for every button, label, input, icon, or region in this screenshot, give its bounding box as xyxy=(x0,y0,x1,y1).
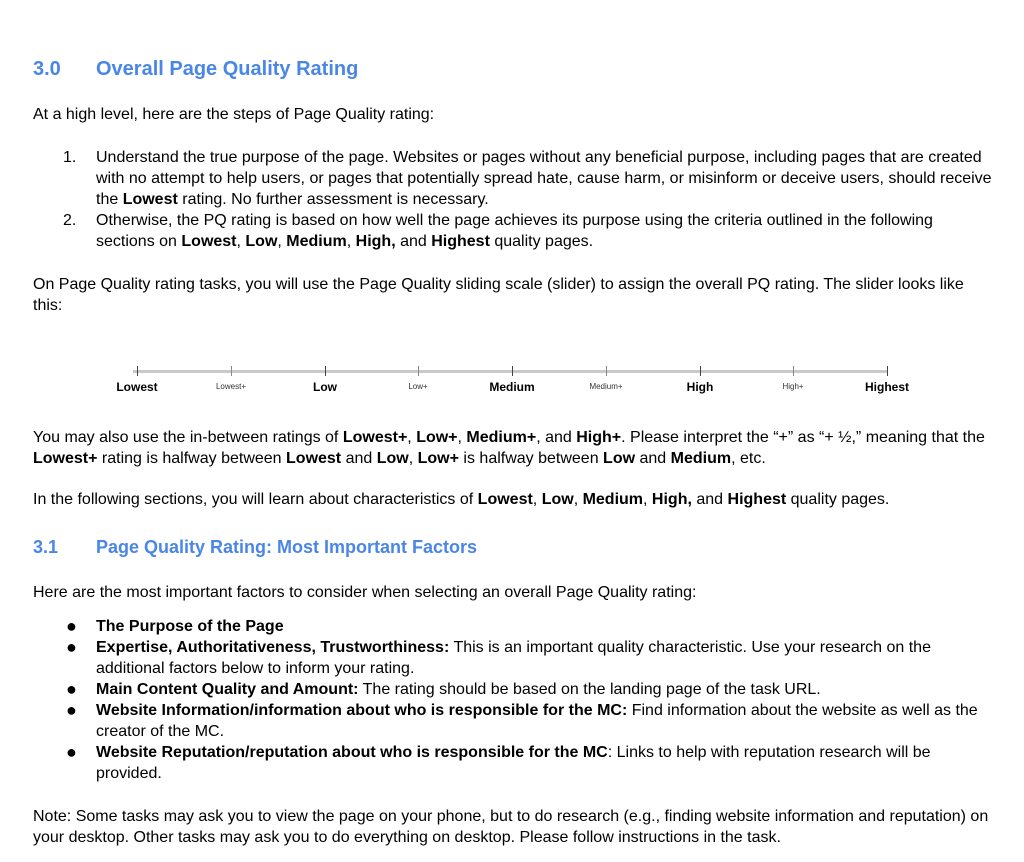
slider-tick xyxy=(887,366,888,376)
bold-text: Low+ xyxy=(417,450,459,467)
factors-intro-paragraph: Here are the most important factors to consider when selecting an overall Page Quality rating: xyxy=(33,584,697,601)
factor-item xyxy=(33,679,993,700)
bold-text: Low xyxy=(541,491,574,508)
text-run: , xyxy=(346,233,356,250)
text-run: , etc. xyxy=(731,450,766,467)
slider-label: Low+ xyxy=(408,382,428,391)
factor-title: Website Information/information about who is responsible for the MC: xyxy=(96,702,628,719)
text-run: , xyxy=(236,233,246,250)
slider-tick xyxy=(700,366,701,376)
bold-text: Highest xyxy=(727,491,787,508)
slider-label: Medium xyxy=(489,380,535,394)
step-number: 1. xyxy=(63,149,77,166)
following-paragraph xyxy=(33,489,993,510)
bold-text: Highest xyxy=(431,233,490,250)
text-run: and xyxy=(691,491,728,508)
factor-item xyxy=(33,742,993,784)
factor-item xyxy=(33,616,993,637)
factor-description: This is an important quality characteristic. Use your research on the additional factors below to inform your rating. xyxy=(96,639,931,677)
slider-tick xyxy=(512,366,513,376)
factor-description: The rating should be based on the landing page of the task URL. xyxy=(358,681,821,698)
factor-title: Expertise, Authoritativeness, Trustworthiness: xyxy=(96,639,450,656)
text-run: , xyxy=(277,233,287,250)
text-run: Understand the true purpose of the page. Websites or pages without any beneficial purpose, including pages that are created with no attempt to help users, or pages that potentially spread hate, cause harm, or misinform or deceive users, should receive the xyxy=(96,149,992,208)
text-run: and xyxy=(395,233,432,250)
bold-text: Lowest xyxy=(181,233,237,250)
bold-text: Lowest xyxy=(477,491,533,508)
step-item xyxy=(33,147,993,210)
text-run: is halfway between xyxy=(458,450,604,467)
bold-text: Lowest+ xyxy=(342,429,408,446)
subsection-number: 3.1 xyxy=(33,537,59,557)
text-run: , xyxy=(643,491,652,508)
factor-title: Website Reputation/reputation about who is responsible for the MC xyxy=(96,744,608,761)
section-title: Overall Page Quality Rating xyxy=(96,58,359,80)
bold-text: Medium+ xyxy=(466,429,537,446)
steps-list xyxy=(33,147,993,252)
factor-item xyxy=(33,637,993,679)
section-number: 3.0 xyxy=(33,58,61,80)
slider-tick xyxy=(325,366,326,376)
intro-paragraph: At a high level, here are the steps of Page Quality rating: xyxy=(33,106,435,123)
bold-text: High, xyxy=(651,491,692,508)
text-run: , and xyxy=(536,429,577,446)
factor-item xyxy=(33,700,993,742)
text-run: , xyxy=(457,429,467,446)
text-run: rating is halfway between xyxy=(97,450,287,467)
bullet-icon: ● xyxy=(66,637,77,657)
bullet-icon: ● xyxy=(66,700,77,720)
slider-tick xyxy=(137,366,138,376)
text-run: quality pages. xyxy=(786,491,890,508)
slider-tick xyxy=(793,366,794,376)
bullet-icon: ● xyxy=(66,742,77,762)
bold-text: Low xyxy=(603,450,636,467)
factor-description: Find information about the website as well as the creator of the MC. xyxy=(96,702,978,740)
slider-tick xyxy=(231,366,232,376)
factor-description: : Links to help with reputation research will be provided. xyxy=(96,744,931,782)
slider-track xyxy=(133,370,887,373)
text-run: quality pages. xyxy=(489,233,594,250)
text-run: You may also use the in-between ratings of xyxy=(33,429,343,446)
text-run: , xyxy=(407,429,417,446)
text-run: . Please interpret the “+” as “+ ½,” meaning that the xyxy=(621,429,985,446)
step-item xyxy=(33,210,993,252)
text-run: , xyxy=(573,491,583,508)
step-number: 2. xyxy=(63,212,77,229)
text-run: , xyxy=(408,450,418,467)
text-run: and xyxy=(635,450,671,467)
page-quality-slider xyxy=(0,360,1024,400)
slider-label: Low xyxy=(313,380,337,394)
slider-label: Lowest xyxy=(116,380,158,394)
in-between-paragraph xyxy=(33,427,993,469)
subsection-title: Page Quality Rating: Most Important Factors xyxy=(96,537,478,557)
bold-text: Low xyxy=(376,450,409,467)
factor-title: The Purpose of the Page xyxy=(96,618,284,635)
slider-label: Lowest+ xyxy=(215,382,247,391)
text-run: rating. No further assessment is necessary. xyxy=(177,191,489,208)
slider-label: Highest xyxy=(864,380,910,394)
bold-text: Lowest xyxy=(286,450,342,467)
text-run: , xyxy=(532,491,542,508)
slider-tick xyxy=(418,366,419,376)
text-run: and xyxy=(341,450,377,467)
factors-list xyxy=(33,616,993,784)
bullet-icon: ● xyxy=(66,679,77,699)
bullet-icon: ● xyxy=(66,616,77,636)
slider-tick xyxy=(606,366,607,376)
bold-text: High+ xyxy=(576,429,622,446)
factor-title: Main Content Quality and Amount: xyxy=(96,681,359,698)
slider-label: Medium+ xyxy=(589,382,623,391)
bold-text: Low+ xyxy=(416,429,458,446)
slider-label: High xyxy=(686,380,714,394)
slider-intro-paragraph: On Page Quality rating tasks, you will use the Page Quality sliding scale (slider) to assign the overall PQ rating. The slider looks like this: xyxy=(33,276,964,314)
bold-text: Medium xyxy=(286,233,347,250)
text-run: In the following sections, you will learn about characteristics of xyxy=(33,491,478,508)
bold-text: Lowest+ xyxy=(33,450,98,467)
bold-text: Lowest xyxy=(122,191,178,208)
bold-text: Medium xyxy=(582,491,644,508)
bold-text: Medium xyxy=(670,450,732,467)
bold-text: High, xyxy=(355,233,396,250)
slider-label: High+ xyxy=(782,382,804,391)
bold-text: Low xyxy=(245,233,278,250)
note-paragraph: Note: Some tasks may ask you to view the page on your phone, but to do research (e.g., finding website information and reputation) on your desktop. Other tasks may ask you to do everything on desktop. Please follow instructions in the task. xyxy=(33,808,989,846)
text-run: Otherwise, the PQ rating is based on how well the page achieves its purpose using the criteria outlined in the following sections on xyxy=(96,212,933,250)
